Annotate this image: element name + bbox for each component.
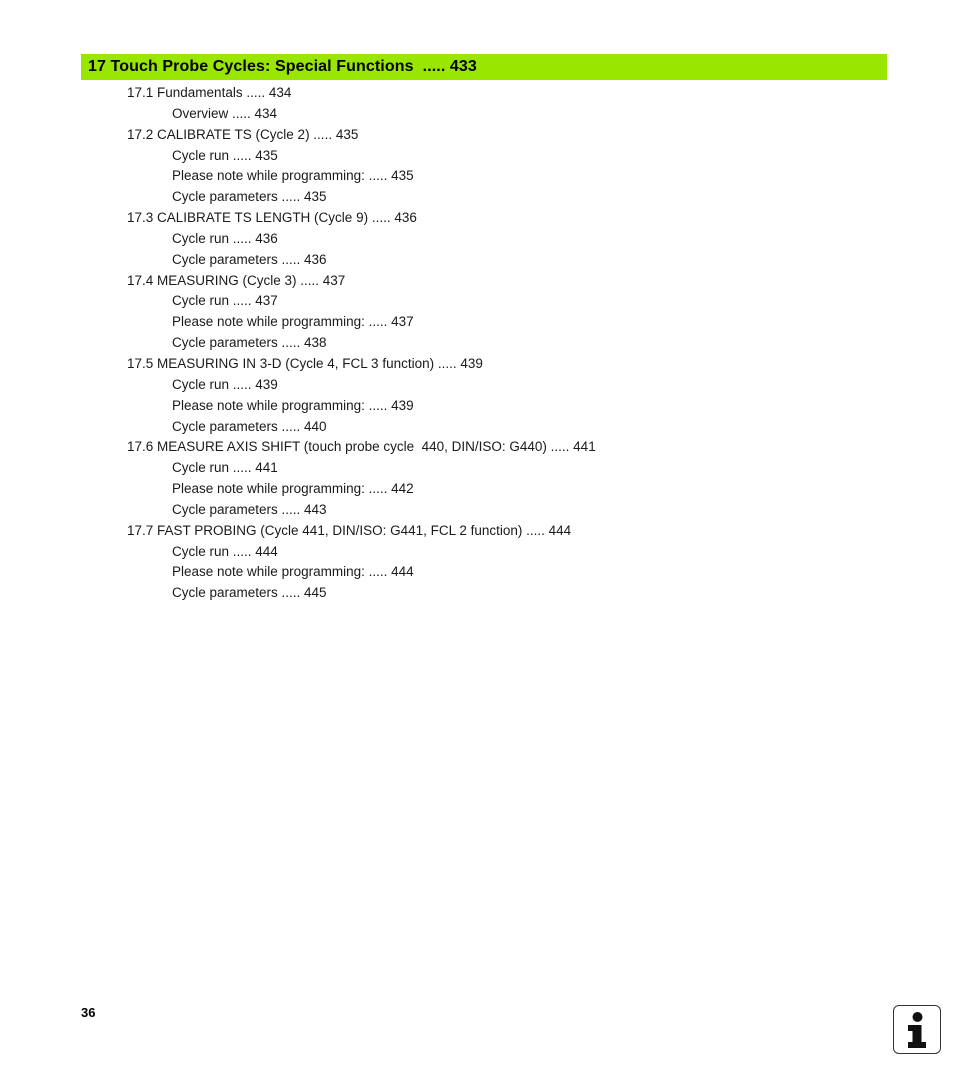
toc-subsection-entry[interactable]: Cycle parameters ..... 436	[172, 251, 327, 267]
toc-subsection-entry[interactable]: Cycle run ..... 436	[172, 230, 278, 246]
toc-subsection-entry[interactable]: Cycle run ..... 435	[172, 147, 278, 163]
toc-section-entry[interactable]: 17.6 MEASURE AXIS SHIFT (touch probe cycle 440, DIN/ISO: G440) ..... 441	[127, 439, 596, 455]
toc-section-entry[interactable]: 17.2 CALIBRATE TS (Cycle 2) ..... 435	[127, 126, 359, 142]
toc-subsection-entry[interactable]: Please note while programming: ..... 444	[172, 564, 414, 580]
toc-subsection-entry[interactable]: Cycle run ..... 437	[172, 293, 278, 309]
toc-subsection-entry[interactable]: Please note while programming: ..... 435	[172, 168, 414, 184]
chapter-title[interactable]: 17 Touch Probe Cycles: Special Functions ..... 433	[88, 58, 477, 75]
toc-subsection-entry[interactable]: Cycle parameters ..... 435	[172, 189, 327, 205]
toc-subsection-entry[interactable]: Cycle run ..... 444	[172, 543, 278, 559]
toc-subsection-entry[interactable]: Cycle parameters ..... 440	[172, 418, 327, 434]
chapter-heading-bar	[81, 54, 887, 80]
info-icon	[893, 1005, 941, 1054]
toc-subsection-entry[interactable]: Cycle parameters ..... 438	[172, 335, 327, 351]
toc-subsection-entry[interactable]: Please note while programming: ..... 442	[172, 481, 414, 497]
toc-subsection-entry[interactable]: Please note while programming: ..... 439	[172, 397, 414, 413]
toc-section-entry[interactable]: 17.1 Fundamentals ..... 434	[127, 85, 292, 100]
table-of-contents	[127, 83, 596, 604]
page-number: 36	[81, 1005, 96, 1020]
toc-subsection-entry[interactable]: Cycle run ..... 439	[172, 376, 278, 392]
toc-section-entry[interactable]: 17.5 MEASURING IN 3-D (Cycle 4, FCL 3 function) ..... 439	[127, 355, 483, 371]
toc-section-entry[interactable]: 17.3 CALIBRATE TS LENGTH (Cycle 9) ..... 436	[127, 210, 417, 226]
toc-subsection-entry[interactable]: Overview ..... 434	[172, 105, 278, 121]
toc-section-entry[interactable]: 17.7 FAST PROBING (Cycle 441, DIN/ISO: G441, FCL 2 function) ..... 444	[127, 522, 572, 538]
toc-subsection-entry[interactable]: Cycle parameters ..... 443	[172, 501, 327, 517]
toc-subsection-entry[interactable]: Cycle parameters ..... 445	[172, 585, 327, 601]
toc-subsection-entry[interactable]: Cycle run ..... 441	[172, 460, 278, 476]
toc-section-entry[interactable]: 17.4 MEASURING (Cycle 3) ..... 437	[127, 272, 346, 288]
toc-subsection-entry[interactable]: Please note while programming: ..... 437	[172, 314, 414, 330]
